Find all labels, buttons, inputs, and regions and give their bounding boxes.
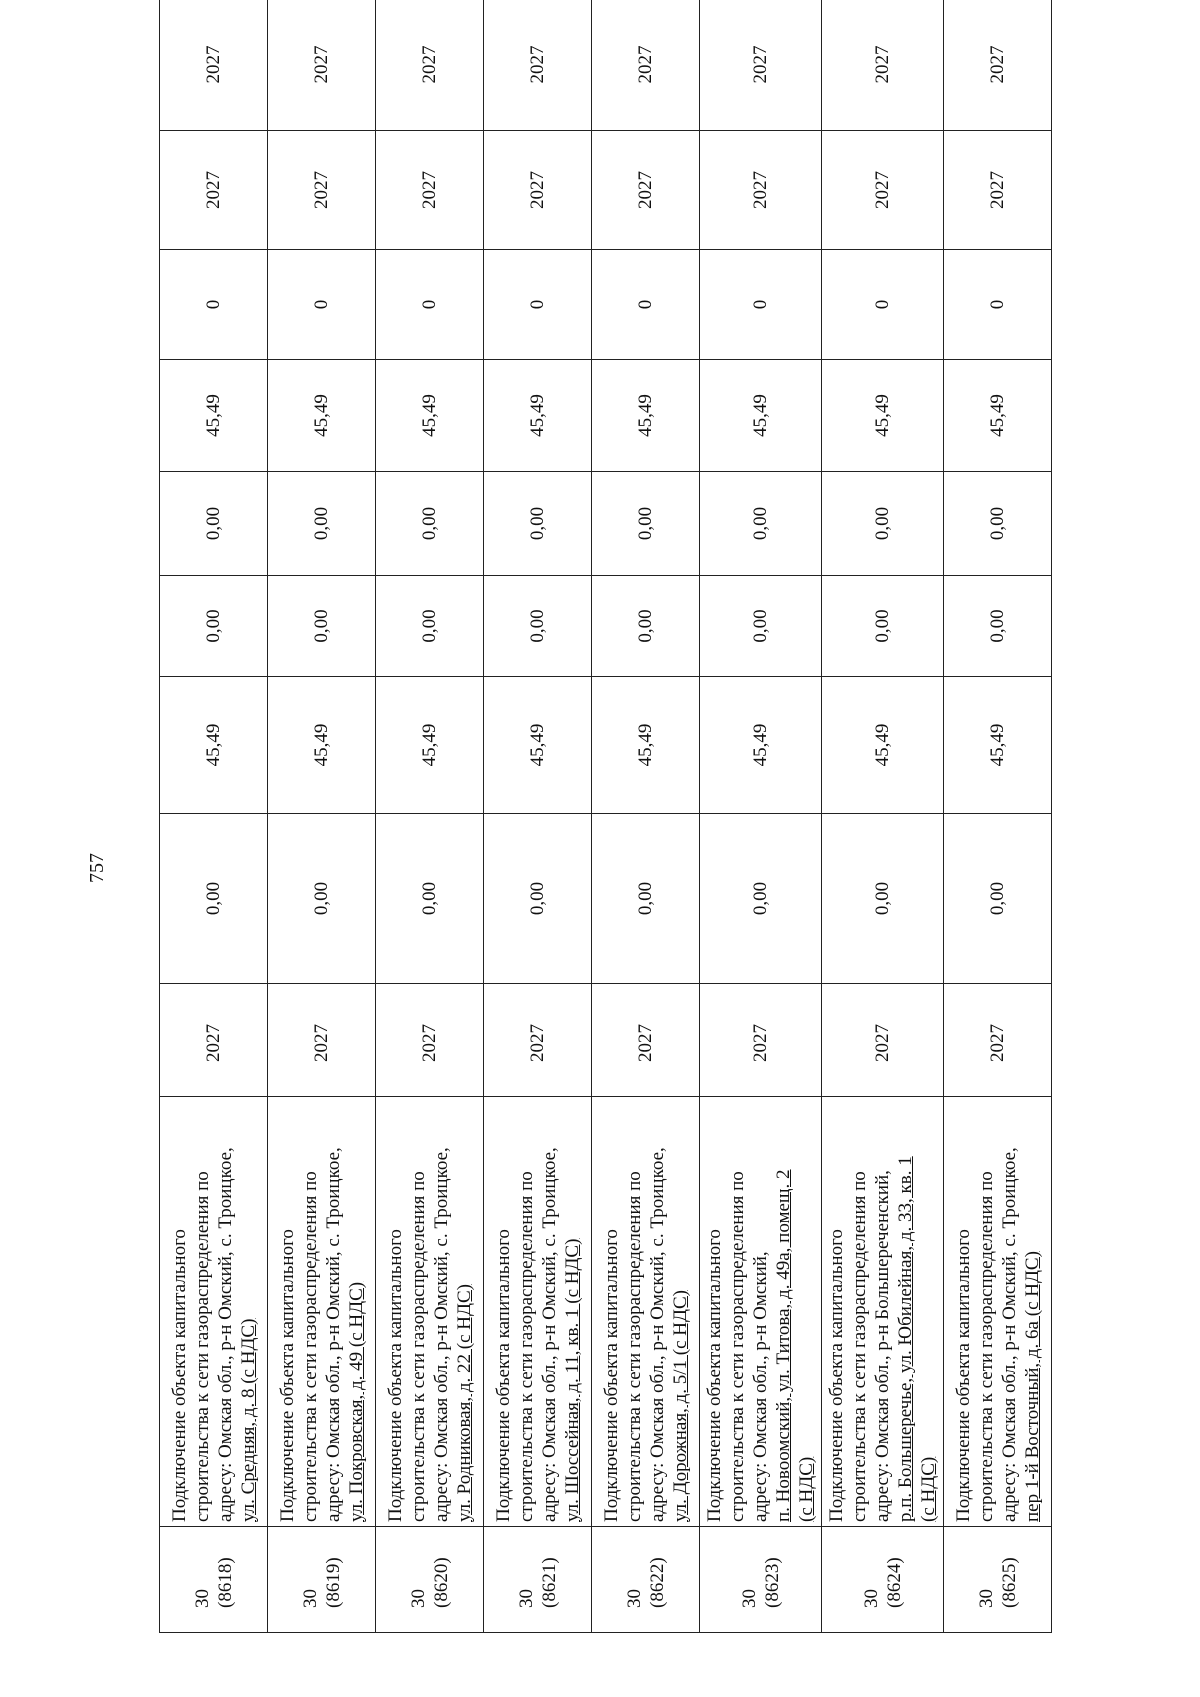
row-id: 30 (8620) bbox=[376, 1527, 484, 1633]
cell-c2: 0,00 bbox=[160, 814, 268, 984]
cell-c1: 2027 bbox=[700, 984, 822, 1097]
cell-c6: 45,49 bbox=[160, 360, 268, 472]
cell-c2: 0,00 bbox=[592, 814, 700, 984]
description-line: строительства к сети газораспределения по bbox=[299, 1171, 321, 1522]
row-id: 30 (8621) bbox=[484, 1527, 592, 1633]
row-description bbox=[700, 1097, 822, 1527]
description-line: строительства к сети газораспределения по bbox=[623, 1171, 645, 1522]
description-line: р.п. Большеречье, ул. Юбилейная, д. 33, кв. 1 bbox=[895, 1156, 916, 1522]
cell-c5: 0,00 bbox=[160, 472, 268, 576]
cell-c2: 0,00 bbox=[376, 814, 484, 984]
investment-table bbox=[159, 0, 1052, 1633]
cell-c7: 0 bbox=[592, 250, 700, 360]
cell-c7: 0 bbox=[944, 250, 1052, 360]
description-line: Подключение объекта капитального bbox=[826, 1229, 847, 1522]
description-line: адресу: Омская обл., р-н Большереченский, bbox=[872, 1170, 893, 1522]
cell-c1: 2027 bbox=[376, 984, 484, 1097]
description-line: строительства к сети газораспределения по bbox=[975, 1171, 997, 1522]
cell-c6: 45,49 bbox=[700, 360, 822, 472]
cell-c4: 0,00 bbox=[592, 576, 700, 677]
description-line: ул. Дорожная, д. 5/1 (с НДС) bbox=[669, 1290, 691, 1522]
cell-c3: 45,49 bbox=[268, 677, 376, 814]
cell-c3: 45,49 bbox=[484, 677, 592, 814]
row-id: 30 (8625) bbox=[944, 1527, 1052, 1633]
description-line: адресу: Омская обл., р-н Омский, с. Троицкое, bbox=[646, 1147, 668, 1522]
table-row bbox=[592, 0, 700, 1633]
description-line: адресу: Омская обл., р-н Омский, с. Троицкое, bbox=[430, 1147, 452, 1522]
table-row bbox=[944, 0, 1052, 1633]
row-description bbox=[268, 1097, 376, 1527]
cell-c6: 45,49 bbox=[376, 360, 484, 472]
description-line: строительства к сети газораспределения по bbox=[191, 1171, 213, 1522]
row-description bbox=[160, 1097, 268, 1527]
cell-c4: 0,00 bbox=[822, 576, 944, 677]
description-line: строительства к сети газораспределения по bbox=[515, 1171, 537, 1522]
cell-c4: 0,00 bbox=[376, 576, 484, 677]
cell-c3: 45,49 bbox=[944, 677, 1052, 814]
cell-c9: 2027 bbox=[160, 0, 268, 131]
cell-c4: 0,00 bbox=[268, 576, 376, 677]
cell-c6: 45,49 bbox=[822, 360, 944, 472]
description-line: ул. Родниковая, д. 22 (с НДС) bbox=[453, 1284, 475, 1522]
cell-c3: 45,49 bbox=[160, 677, 268, 814]
description-line: строительства к сети газораспределения по bbox=[849, 1171, 870, 1522]
row-description bbox=[822, 1097, 944, 1527]
cell-c2: 0,00 bbox=[700, 814, 822, 984]
cell-c5: 0,00 bbox=[484, 472, 592, 576]
cell-c9: 2027 bbox=[700, 0, 822, 131]
table-row bbox=[822, 0, 944, 1633]
cell-c1: 2027 bbox=[484, 984, 592, 1097]
row-id: 30 (8622) bbox=[592, 1527, 700, 1633]
description-line: адресу: Омская обл., р-н Омский, с. Троицкое, bbox=[538, 1147, 560, 1522]
table-row bbox=[268, 0, 376, 1633]
description-line: адресу: Омская обл., р-н Омский, с. Троицкое, bbox=[322, 1147, 344, 1522]
description-line: ул. Покровская, д. 49 (с НДС) bbox=[345, 1281, 367, 1522]
description-line: Подключение объекта капитального bbox=[168, 1229, 190, 1522]
cell-c2: 0,00 bbox=[822, 814, 944, 984]
table-row bbox=[484, 0, 592, 1633]
description-line: Подключение объекта капитального bbox=[704, 1229, 725, 1522]
cell-c9: 2027 bbox=[822, 0, 944, 131]
cell-c9: 2027 bbox=[268, 0, 376, 131]
cell-c6: 45,49 bbox=[944, 360, 1052, 472]
cell-c3: 45,49 bbox=[592, 677, 700, 814]
description-line: ул. Шоссейная, д. 11, кв. 1 (с НДС) bbox=[561, 1238, 583, 1522]
page-number: 757 bbox=[86, 853, 108, 883]
row-description bbox=[944, 1097, 1052, 1527]
description-line: (с НДС) bbox=[796, 1456, 817, 1522]
description-line: адресу: Омская обл., р-н Омский, с. Троицкое, bbox=[214, 1147, 236, 1522]
cell-c3: 45,49 bbox=[700, 677, 822, 814]
cell-c7: 0 bbox=[160, 250, 268, 360]
description-line: Подключение объекта капитального bbox=[492, 1229, 514, 1522]
cell-c1: 2027 bbox=[160, 984, 268, 1097]
description-line: Подключение объекта капитального bbox=[276, 1229, 298, 1522]
cell-c4: 0,00 bbox=[160, 576, 268, 677]
row-id: 30 (8624) bbox=[822, 1527, 944, 1633]
cell-c2: 0,00 bbox=[484, 814, 592, 984]
cell-c1: 2027 bbox=[944, 984, 1052, 1097]
cell-c9: 2027 bbox=[944, 0, 1052, 131]
table-row bbox=[376, 0, 484, 1633]
row-description bbox=[484, 1097, 592, 1527]
row-description bbox=[376, 1097, 484, 1527]
cell-c2: 0,00 bbox=[944, 814, 1052, 984]
cell-c7: 0 bbox=[376, 250, 484, 360]
cell-c7: 0 bbox=[822, 250, 944, 360]
cell-c7: 0 bbox=[700, 250, 822, 360]
row-id: 30 (8623) bbox=[700, 1527, 822, 1633]
cell-c7: 0 bbox=[268, 250, 376, 360]
cell-c4: 0,00 bbox=[944, 576, 1052, 677]
cell-c1: 2027 bbox=[268, 984, 376, 1097]
cell-c4: 0,00 bbox=[484, 576, 592, 677]
cell-c3: 45,49 bbox=[376, 677, 484, 814]
cell-c5: 0,00 bbox=[268, 472, 376, 576]
description-line: п. Новоомский, ул. Титова, д. 49а, помещ. 2 bbox=[773, 1169, 794, 1522]
cell-c6: 45,49 bbox=[592, 360, 700, 472]
row-id: 30 (8618) bbox=[160, 1527, 268, 1633]
cell-c8: 2027 bbox=[376, 131, 484, 250]
cell-c8: 2027 bbox=[822, 131, 944, 250]
cell-c7: 0 bbox=[484, 250, 592, 360]
table-row bbox=[700, 0, 822, 1633]
description-line: пер 1-й Восточный, д. 6а (с НДС) bbox=[1021, 1251, 1043, 1522]
description-line: Подключение объекта капитального bbox=[600, 1229, 622, 1522]
cell-c5: 0,00 bbox=[376, 472, 484, 576]
cell-c8: 2027 bbox=[700, 131, 822, 250]
cell-c9: 2027 bbox=[376, 0, 484, 131]
row-description bbox=[592, 1097, 700, 1527]
cell-c8: 2027 bbox=[160, 131, 268, 250]
cell-c1: 2027 bbox=[592, 984, 700, 1097]
cell-c3: 45,49 bbox=[822, 677, 944, 814]
description-line: адресу: Омская обл., р-н Омский, с. Троицкое, bbox=[998, 1147, 1020, 1522]
table-row bbox=[160, 0, 268, 1633]
description-line: (с НДС) bbox=[918, 1456, 939, 1522]
rotated-table bbox=[159, 45, 1052, 1633]
cell-c9: 2027 bbox=[592, 0, 700, 131]
cell-c8: 2027 bbox=[484, 131, 592, 250]
cell-c5: 0,00 bbox=[700, 472, 822, 576]
cell-c4: 0,00 bbox=[700, 576, 822, 677]
cell-c6: 45,49 bbox=[268, 360, 376, 472]
description-line: строительства к сети газораспределения по bbox=[727, 1171, 748, 1522]
row-id: 30 (8619) bbox=[268, 1527, 376, 1633]
cell-c5: 0,00 bbox=[592, 472, 700, 576]
cell-c9: 2027 bbox=[484, 0, 592, 131]
description-line: Подключение объекта капитального bbox=[952, 1229, 974, 1522]
cell-c2: 0,00 bbox=[268, 814, 376, 984]
cell-c8: 2027 bbox=[592, 131, 700, 250]
description-line: ул. Средняя, д. 8 (с НДС) bbox=[237, 1318, 259, 1522]
cell-c5: 0,00 bbox=[822, 472, 944, 576]
cell-c1: 2027 bbox=[822, 984, 944, 1097]
description-line: Подключение объекта капитального bbox=[384, 1229, 406, 1522]
description-line: адресу: Омская обл., р-н Омский, bbox=[750, 1251, 771, 1522]
cell-c5: 0,00 bbox=[944, 472, 1052, 576]
cell-c8: 2027 bbox=[944, 131, 1052, 250]
cell-c8: 2027 bbox=[268, 131, 376, 250]
description-line: строительства к сети газораспределения по bbox=[407, 1171, 429, 1522]
table-body bbox=[160, 0, 1052, 1633]
cell-c6: 45,49 bbox=[484, 360, 592, 472]
